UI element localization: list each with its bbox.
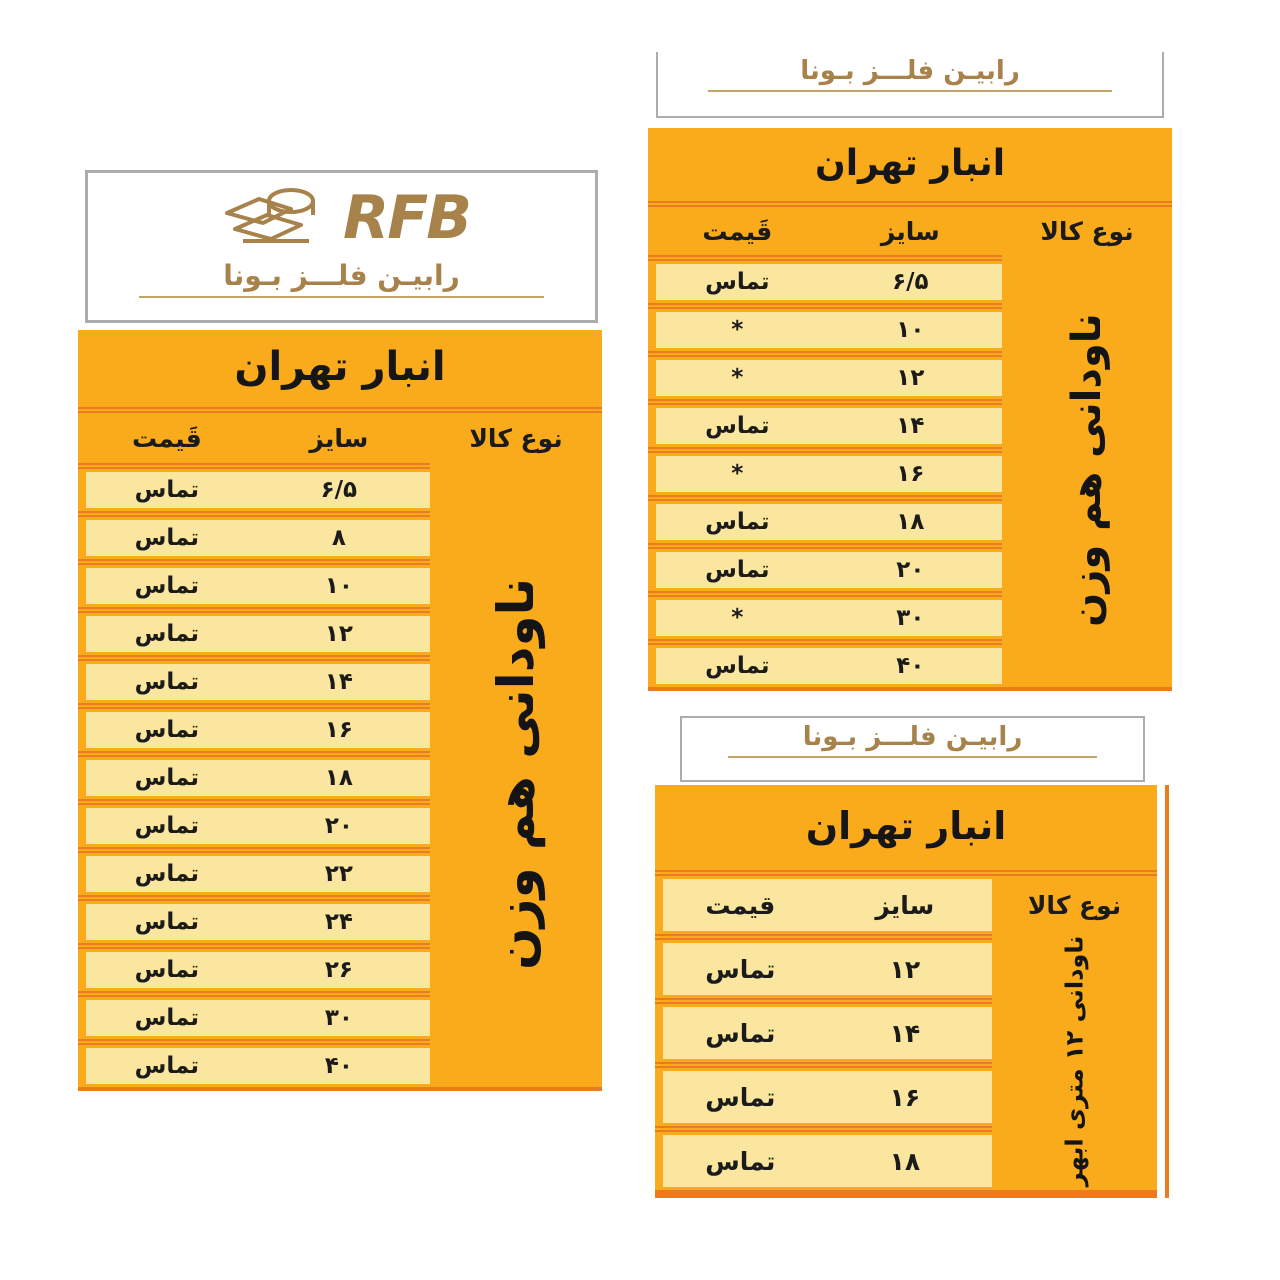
wordmark-underline: [728, 756, 1097, 758]
separator-line: [78, 943, 430, 945]
column-header-size: سایز: [309, 423, 369, 453]
separator: [648, 201, 1172, 207]
price-cell: تماس: [705, 1082, 776, 1112]
column-header-size: سایز: [875, 890, 935, 920]
separator-line: [655, 1130, 992, 1132]
size-cell: ۱۲: [889, 954, 921, 984]
column-header-strip: [663, 879, 992, 931]
row-separator: [78, 1039, 430, 1045]
price-cell: تماس: [705, 269, 770, 295]
separator-line: [78, 995, 430, 997]
separator-line: [655, 1066, 992, 1068]
separator-line: [78, 851, 430, 853]
separator-line: [648, 205, 1172, 207]
price-cell: تماس: [705, 509, 770, 535]
separator-line: [78, 751, 430, 753]
separator-line: [78, 407, 602, 409]
row-separator: [78, 751, 430, 757]
price-cell: *: [731, 317, 744, 343]
table-title: انبار تهران: [234, 344, 446, 390]
brand-logo-row: [88, 179, 595, 257]
column-header-type: نوع کالا: [1027, 890, 1122, 920]
table-row: [86, 808, 430, 844]
table-row: [86, 1000, 430, 1036]
price-cell: تماس: [705, 413, 770, 439]
table-row: [86, 472, 430, 508]
brand-wordmark: رابیـن فلـــز بـونا: [223, 259, 460, 292]
table-body: [648, 252, 1172, 687]
price-cell: تماس: [134, 477, 200, 503]
row-separator: [78, 511, 430, 517]
size-cell: ۱۸: [896, 509, 925, 535]
left-price-table: [78, 330, 602, 1091]
brand-wordmark: رابیـن فلـــز بـونا: [802, 722, 1023, 752]
row-separator: [655, 998, 992, 1004]
table-row: [86, 520, 430, 556]
price-cell: تماس: [134, 621, 200, 647]
table-row: [656, 408, 1002, 444]
price-cell: تماس: [134, 813, 200, 839]
column-header-strip: [656, 210, 1002, 252]
row-separator: [648, 255, 1002, 261]
separator-line: [648, 307, 1002, 309]
table-row: [656, 264, 1002, 300]
price-cell: *: [731, 365, 744, 391]
price-cell: تماس: [134, 573, 200, 599]
size-cell: ۱۰: [896, 317, 925, 343]
row-separator: [648, 495, 1002, 501]
size-cell: ۱۶: [324, 717, 353, 743]
row-separator: [78, 943, 430, 949]
separator-line: [655, 934, 992, 936]
column-header-row: [655, 879, 1157, 931]
row-separator: [648, 591, 1002, 597]
table-row: [656, 552, 1002, 588]
price-cell: تماس: [134, 717, 200, 743]
size-cell: ۶/۵: [320, 477, 358, 503]
row-separator: [78, 991, 430, 997]
size-cell: ۱۲: [896, 365, 925, 391]
size-cell: ۲۴: [324, 909, 353, 935]
table-row: [656, 600, 1002, 636]
separator-line: [78, 991, 430, 993]
separator-line: [78, 611, 430, 613]
separator-line: [78, 707, 430, 709]
separator-line: [78, 895, 430, 897]
separator-line: [78, 511, 430, 513]
wordmark-underline: [708, 90, 1111, 92]
size-cell: ۶/۵: [892, 269, 929, 295]
table-row: [86, 1048, 430, 1084]
product-type-label: ناودانی هم وزن: [1064, 312, 1110, 627]
column-header-price: قیمت: [705, 890, 776, 920]
product-type-label: ناودانی هم وزن: [487, 577, 545, 970]
price-cell: تماس: [134, 1053, 200, 1079]
brand-logo-left: [85, 170, 598, 323]
separator-line: [78, 803, 430, 805]
product-type-cell: [430, 460, 602, 1087]
separator-line: [78, 799, 430, 801]
size-cell: ۲۲: [324, 861, 353, 887]
row-separator: [648, 447, 1002, 453]
row-separator: [78, 655, 430, 661]
price-cell: تماس: [705, 1146, 776, 1176]
table-row: [663, 943, 992, 995]
separator-line: [648, 547, 1002, 549]
price-cell: تماس: [134, 957, 200, 983]
rows-column: [648, 252, 1002, 687]
separator-line: [78, 607, 430, 609]
size-cell: ۲۰: [324, 813, 353, 839]
separator-line: [648, 399, 1002, 401]
row-separator: [648, 639, 1002, 645]
separator-line: [655, 998, 992, 1000]
separator: [655, 870, 1157, 876]
separator-line: [78, 467, 430, 469]
column-header-type: نوع کالا: [1040, 216, 1134, 246]
price-cell: تماس: [705, 557, 770, 583]
separator-line: [78, 463, 430, 465]
separator-line: [648, 255, 1002, 257]
table-row: [663, 1135, 992, 1187]
product-type-label-wrap: [430, 460, 602, 1087]
table-title: انبار تهران: [805, 804, 1007, 848]
separator-line: [78, 755, 430, 757]
size-cell: ۱۲: [324, 621, 353, 647]
price-cell: تماس: [134, 909, 200, 935]
column-header-type: نوع کالا: [469, 423, 563, 453]
size-cell: ۱۶: [889, 1082, 921, 1112]
separator-line: [78, 411, 602, 413]
separator-line: [655, 870, 1157, 872]
separator-line: [648, 495, 1002, 497]
table-row: [86, 856, 430, 892]
row-separator: [648, 351, 1002, 357]
brand-latin: RFB: [343, 183, 470, 253]
separator-line: [648, 447, 1002, 449]
separator-line: [78, 655, 430, 657]
brand-logo-top-right: [656, 52, 1164, 118]
separator-line: [655, 1062, 992, 1064]
separator-line: [78, 515, 430, 517]
separator-line: [648, 303, 1002, 305]
separator-line: [648, 595, 1002, 597]
table-body: [78, 460, 602, 1087]
steel-profile-bundle-icon: [213, 179, 333, 257]
separator-line: [78, 563, 430, 565]
size-cell: ۴۰: [324, 1053, 353, 1079]
column-header-size: سایز: [880, 216, 940, 246]
separator-line: [648, 643, 1002, 645]
table-body: [655, 931, 1157, 1190]
size-cell: ۴۰: [896, 653, 925, 679]
size-cell: ۳۰: [896, 605, 925, 631]
separator-line: [648, 201, 1172, 203]
separator-line: [648, 259, 1002, 261]
size-cell: ۸: [331, 525, 346, 551]
row-separator: [648, 543, 1002, 549]
table-row: [663, 1007, 992, 1059]
rows-column: [78, 460, 430, 1087]
size-cell: ۱۴: [324, 669, 353, 695]
size-cell: ۱۶: [896, 461, 925, 487]
bottom-right-price-table: [655, 785, 1157, 1198]
size-cell: ۱۸: [889, 1146, 921, 1176]
product-type-label-wrap: [992, 931, 1157, 1190]
table-row: [656, 456, 1002, 492]
separator-line: [78, 659, 430, 661]
separator-line: [648, 591, 1002, 593]
separator-line: [648, 543, 1002, 545]
price-cell: *: [731, 605, 744, 631]
separator-line: [78, 899, 430, 901]
top-right-price-table: [648, 128, 1172, 691]
product-type-cell: [1002, 252, 1172, 687]
table-title: انبار تهران: [814, 142, 1006, 184]
row-separator: [78, 559, 430, 565]
size-cell: ۱۰: [324, 573, 353, 599]
row-separator: [648, 399, 1002, 405]
column-header-price: قَیمت: [131, 423, 202, 453]
separator-line: [78, 1043, 430, 1045]
separator-line: [648, 355, 1002, 357]
size-cell: ۱۴: [896, 413, 925, 439]
price-cell: تماس: [134, 525, 200, 551]
brand-logo-bottom-right: [680, 716, 1145, 782]
table-row: [656, 312, 1002, 348]
separator-line: [78, 559, 430, 561]
table-row: [86, 760, 430, 796]
separator: [78, 407, 602, 413]
product-type-label-wrap: [1002, 252, 1172, 687]
table-row: [86, 616, 430, 652]
price-cell: تماس: [705, 1018, 776, 1048]
row-separator: [78, 463, 430, 469]
separator-line: [78, 947, 430, 949]
separator-line: [648, 351, 1002, 353]
price-cell: تماس: [705, 954, 776, 984]
table-row: [86, 664, 430, 700]
column-header-price: قَیمت: [702, 216, 773, 246]
price-cell: *: [731, 461, 744, 487]
price-cell: تماس: [134, 1005, 200, 1031]
row-separator: [648, 303, 1002, 309]
row-separator: [655, 934, 992, 940]
column-header-strip: [86, 416, 430, 460]
size-cell: ۱۴: [889, 1018, 921, 1048]
size-cell: ۱۸: [324, 765, 353, 791]
row-separator: [655, 1062, 992, 1068]
row-separator: [78, 703, 430, 709]
separator-line: [78, 703, 430, 705]
price-cell: تماس: [134, 765, 200, 791]
separator-line: [648, 403, 1002, 405]
table-row: [86, 712, 430, 748]
table-row: [86, 568, 430, 604]
price-cell: تماس: [134, 669, 200, 695]
price-cell: تماس: [705, 653, 770, 679]
table-row: [86, 952, 430, 988]
table-row: [656, 360, 1002, 396]
table-row: [86, 904, 430, 940]
column-header-row: [648, 210, 1172, 252]
row-separator: [78, 799, 430, 805]
table-row: [656, 504, 1002, 540]
separator-line: [648, 451, 1002, 453]
separator-line: [655, 938, 992, 940]
wordmark-underline: [139, 296, 545, 298]
separator-line: [655, 1126, 992, 1128]
size-cell: ۲۰: [896, 557, 925, 583]
rows-column: [655, 931, 992, 1190]
row-separator: [78, 895, 430, 901]
table-row: [663, 1071, 992, 1123]
price-cell: تماس: [134, 861, 200, 887]
product-type-label: ناودانی ۱۲ متری ابهر: [1060, 935, 1089, 1186]
separator-line: [78, 847, 430, 849]
size-cell: ۳۰: [324, 1005, 353, 1031]
column-header-row: [78, 416, 602, 460]
row-separator: [78, 607, 430, 613]
separator-line: [78, 1039, 430, 1041]
row-separator: [78, 847, 430, 853]
brand-wordmark: رابیـن فلـــز بـونا: [800, 56, 1020, 86]
separator-line: [655, 874, 1157, 876]
separator-line: [655, 1002, 992, 1004]
row-separator: [655, 1126, 992, 1132]
product-type-cell: [992, 931, 1157, 1190]
table-row: [656, 648, 1002, 684]
separator-line: [648, 499, 1002, 501]
size-cell: ۲۶: [324, 957, 353, 983]
separator-line: [648, 639, 1002, 641]
